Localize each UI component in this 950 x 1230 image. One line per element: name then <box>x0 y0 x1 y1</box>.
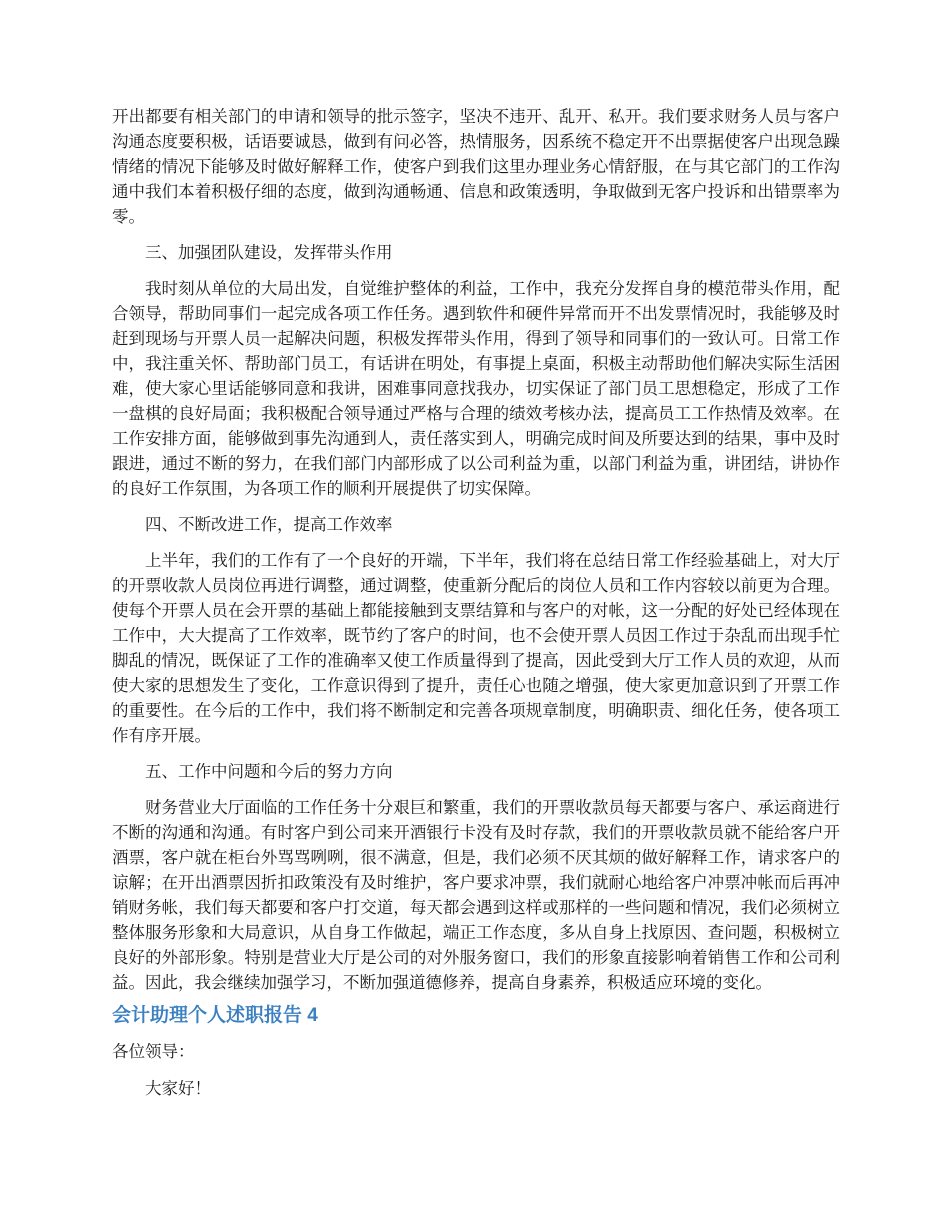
heading-team-building: 三、加强团队建设，发挥带头作用 <box>145 243 393 262</box>
paragraph-problems: 财务营业大厅面临的工作任务十分艰巨和繁重，我们的开票收款员每天都要与客户、承运商进行不断的沟通和沟通。有时客户到公司来开酒银行卡没有及时存款，我们的开票收款员就不能给客户开酒票，客户就在柜台外骂骂咧咧，很不满意，但是，我们必须不厌其烦的做好解释工作，请求客户的谅解；在开出酒票因折扣政策没有及时维护，客户要求冲票，我们就耐心地给客户冲票冲帐而后再冲销财务帐，我们每天都要和客户打交道，每天都会遇到这样或那样的一些问题和情况，我们必须树立整体服务形象和大局意识，从自身工作做起，端正工作态度，多从自身上找原因、查问题，积极树立良好的外部形象。特别是营业大厅是公司的对外服务窗口，我们的形象直接影响着销售工作和公司利益。因此，我会继续加强学习，不断加强道德修养，提高自身素养，积极适应环境的变化。 <box>112 798 840 992</box>
salutation: 各位领导： <box>112 1042 195 1061</box>
greeting: 大家好！ <box>145 1079 211 1098</box>
paragraph-efficiency: 上半年，我们的工作有了一个良好的开端，下半年，我们将在总结日常工作经验基础上，对大厅的开票收款人员岗位再进行调整，通过调整，使重新分配后的岗位人员和工作内容较以前更为合理。使每个开票人员在会开票的基础上都能接触到支票结算和与客户的对帐，这一分配的好处已经体现在工作中，大大提高了工作效率，既节约了客户的时间，也不会使开票人员因工作过于杂乱而出现手忙脚乱的情况，既保证了工作的准确率又使工作质量得到了提高，因此受到大厅工作人员的欢迎，从而使大家的思想发生了变化，工作意识得到了提升，责任心也随之增强，使大家更加意识到了开票工作的重要性。在今后的工作中，我们将不断制定和完善各项规章制度，明确职责、细化任务，使各项工作有序开展。 <box>112 551 840 745</box>
document-page <box>112 104 840 1101</box>
paragraph-continued: 开出都要有相关部门的申请和领导的批示签字，坚决不违开、乱开、私开。我们要求财务人员与客户沟通态度要积极，话语要诚恳，做到有问必答，热情服务，因系统不稳定开不出票据使客户出现急躁情绪的情况下能够及时做好解释工作，使客户到我们这里办理业务心情舒服，在与其它部门的工作沟通中我们本着积极仔细的态度，做到沟通畅通、信息和政策透明，争取做到无客户投诉和出错票率为零。 <box>112 107 840 226</box>
heading-problems: 五、工作中问题和今后的努力方向 <box>145 762 393 781</box>
section-title: 会计助理个人述职报告 4 <box>112 1005 318 1026</box>
heading-efficiency: 四、不断改进工作，提高工作效率 <box>145 515 393 534</box>
paragraph-team-building: 我时刻从单位的大局出发，自觉维护整体的利益，工作中，我充分发挥自身的模范带头作用，配合领导，帮助同事们一起完成各项工作任务。遇到软件和硬件异常而开不出发票情况时，我能够及时赶到现场与开票人员一起解决问题，积极发挥带头作用，得到了领导和同事们的一致认可。日常工作中，我注重关怀、帮助部门员工，有话讲在明处，有事提上桌面，积极主动帮助他们解决实际生活困难，使大家心里话能够同意和我讲，困难事同意找我办，切实保证了部门员工思想稳定，形成了工作一盘棋的良好局面；我积极配合领导通过严格与合理的绩效考核办法，提高员工工作热情及效率。在工作安排方面，能够做到事先沟通到人，责任落实到人，明确完成时间及所要达到的结果，事中及时跟进，通过不断的努力，在我们部门内部形成了以公司利益为重，以部门利益为重，讲团结，讲协作的良好工作氛围，为各项工作的顺利开展提供了切实保障。 <box>112 279 840 498</box>
